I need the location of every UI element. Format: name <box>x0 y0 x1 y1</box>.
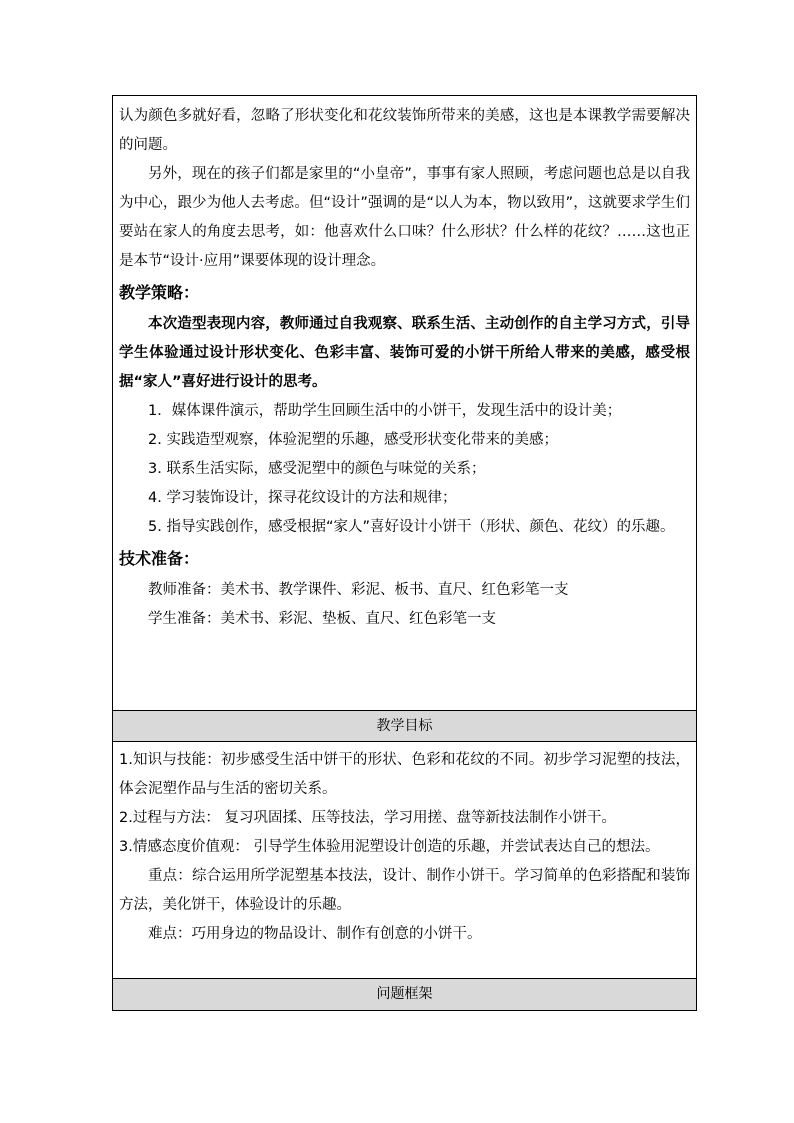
goal-emotion: 3.情感态度价值观： 引导学生体验用泥塑设计创造的乐趣，并尝试表达自己的想法。 <box>119 839 660 855</box>
strategy-item-4: 4. 学习装饰设计，探寻花纹设计的方法和规律； <box>148 490 457 506</box>
goals-band: 教学目标 <box>113 711 696 742</box>
strategy-item-1: 1．媒体课件演示，帮助学生回顾生活中的小饼干，发现生活中的设计美； <box>148 403 622 419</box>
analysis-paragraph-1: 认为颜色多就好看，忽略了形状变化和花纹装饰所带来的美感，这也是本课教学需要解决的问题。 <box>119 108 690 153</box>
analysis-cell <box>113 96 696 711</box>
goals-cell <box>113 742 696 979</box>
strategy-heading: 教学策略： <box>119 283 200 302</box>
teacher-prep: 教师准备：美术书、教学课件、彩泥、板书、直尺、红色彩笔一支 <box>148 582 569 598</box>
strategy-item-2: 2. 实践造型观察，体验泥塑的乐趣，感受形状变化带来的美感； <box>148 432 558 448</box>
goal-process: 2.过程与方法： 复习巩固揉、压等技法，学习用搓、盘等新技法制作小饼干。 <box>119 810 616 826</box>
student-prep: 学生准备：美术书、彩泥、垫板、直尺、红色彩笔一支 <box>148 611 496 627</box>
framework-band: 问题框架 <box>113 979 696 1010</box>
goal-knowledge: 1.知识与技能：初步感受生活中饼干的形状、色彩和花纹的不同。初步学习泥塑的技法，体会泥塑作品与生活的密切关系。 <box>119 752 690 797</box>
strategy-item-5: 5. 指导实践创作，感受根据“家人”喜好设计小饼干（形状、颜色、花纹）的乐趣。 <box>148 519 675 535</box>
analysis-paragraph-2: 另外，现在的孩子们都是家里的“小皇帝”，事事有家人照顾，考虑问题也总是以自我为中心，跟少为他人去考虑。但“设计”强调的是“以人为本，物以致用”，这就要求学生们要站在家人的角度去思考，如：他喜欢什么口味？什么形状？什么样的花纹？……这也正是本节“设计·应用”课要体现的设计理念。 <box>119 166 690 269</box>
strategy-text: 本次造型表现内容，教师通过自我观察、联系生活、主动创作的自主学习方式，引导学生体验通过设计形状变化、色彩丰富、装饰可爱的小饼干所给人带来的美感，感受根据“家人”喜好进行设计的思考。 <box>119 316 690 390</box>
key-point: 重点：综合运用所学泥塑基本技法，设计、制作小饼干。学习简单的色彩搭配和装饰方法，美化饼干，体验设计的乐趣。 <box>119 868 690 913</box>
tech-heading: 技术准备： <box>119 549 200 568</box>
lesson-plan-table <box>112 95 697 1011</box>
difficulty-point: 难点：巧用身边的物品设计、制作有创意的小饼干。 <box>148 926 482 942</box>
strategy-item-3: 3. 联系生活实际，感受泥塑中的颜色与味觉的关系； <box>148 461 486 477</box>
